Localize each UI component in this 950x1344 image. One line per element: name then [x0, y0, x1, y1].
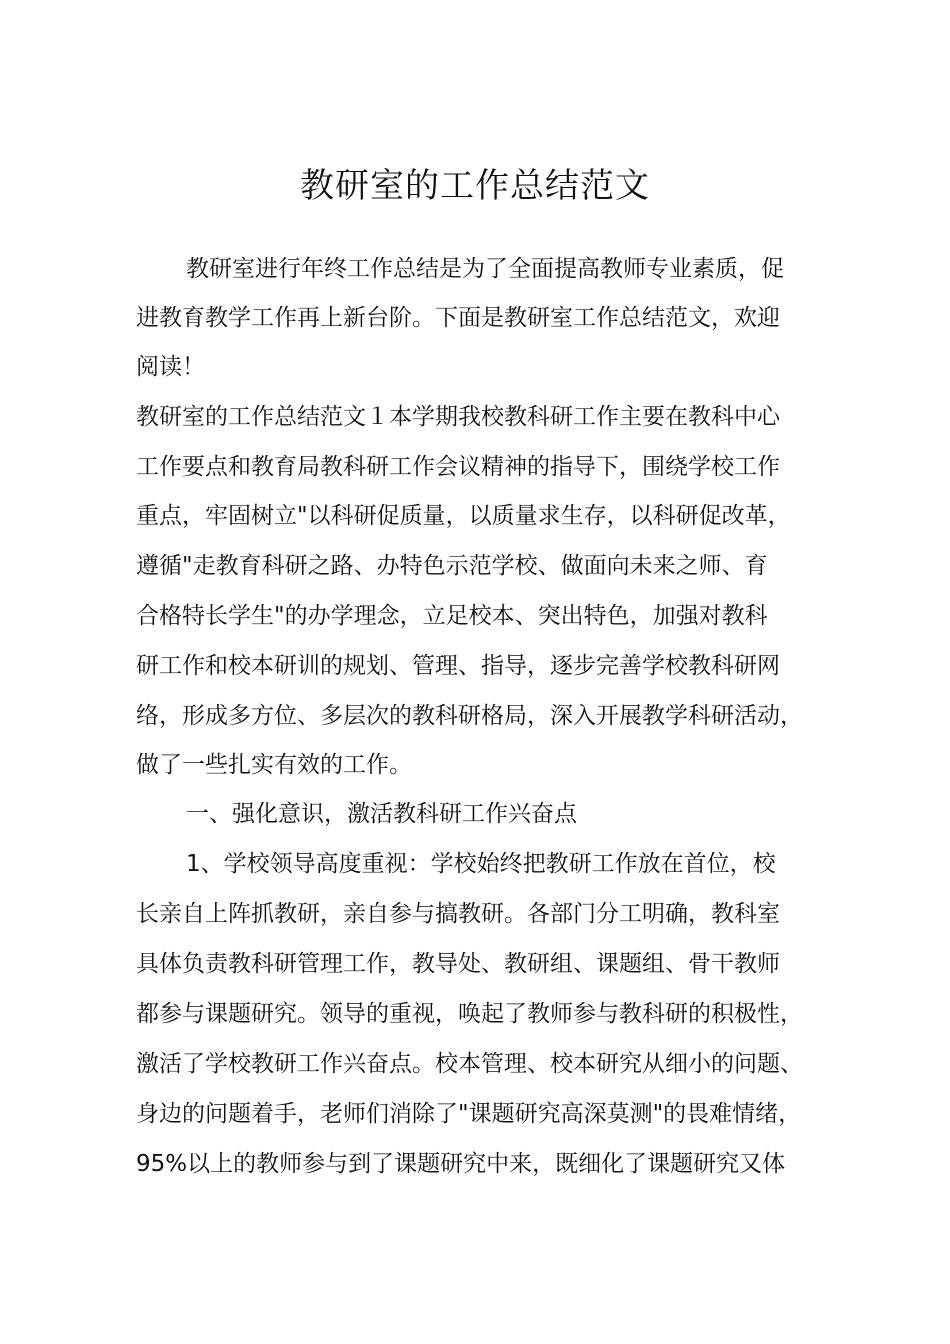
- paragraph-line: 都参与课题研究。领导的重视，唤起了教师参与教科研的积极性，: [136, 1001, 803, 1027]
- paragraph-line: 1、学校领导高度重视：学校始终把教研工作放在首位，校: [186, 851, 776, 877]
- paragraph-line: 阅读！: [136, 354, 205, 380]
- paragraph-line: 95%以上的教师参与到了课题研究中来，既细化了课题研究又体: [136, 1151, 786, 1177]
- paragraph-line: 进教育教学工作再上新台阶。下面是教研室工作总结范文，欢迎: [136, 305, 780, 331]
- paragraph-line: 教研室的工作总结范文１本学期我校教科研工作主要在教科中心: [136, 404, 780, 430]
- paragraph-line: 具体负责教科研管理工作，教导处、教研组、课题组、骨干教师: [136, 951, 780, 977]
- paragraph-line: 教研室进行年终工作总结是为了全面提高教师专业素质，促: [186, 256, 784, 282]
- paragraph-line: 重点，牢固树立"以科研促质量，以质量求生存，以科研促改革，: [136, 503, 791, 529]
- paragraph-line: 遵循"走教育科研之路、办特色示范学校、做面向未来之师、育: [136, 553, 768, 579]
- paragraph-line: 做了一些扎实有效的工作。: [136, 752, 412, 778]
- document-title: 教研室的工作总结范文: [300, 166, 650, 206]
- section-heading: 一、强化意识，激活教科研工作兴奋点: [186, 801, 577, 827]
- paragraph-line: 络，形成多方位、多层次的教科研格局，深入开展教学科研活动，: [136, 703, 803, 729]
- paragraph-line: 身边的问题着手，老师们消除了"课题研究高深莫测"的畏难情绪，: [136, 1101, 802, 1127]
- paragraph-line: 工作要点和教育局教科研工作会议精神的指导下，围绕学校工作: [136, 454, 780, 480]
- paragraph-line: 长亲自上阵抓教研，亲自参与搞教研。各部门分工明确，教科室: [136, 901, 780, 927]
- paragraph-line: 研工作和校本研训的规划、管理、指导，逐步完善学校教科研网: [136, 653, 780, 679]
- paragraph-line: 激活了学校教研工作兴奋点。校本管理、校本研究从细小的问题、: [136, 1051, 803, 1077]
- paragraph-line: 合格特长学生"的办学理念，立足校本、突出特色，加强对教科: [136, 603, 768, 629]
